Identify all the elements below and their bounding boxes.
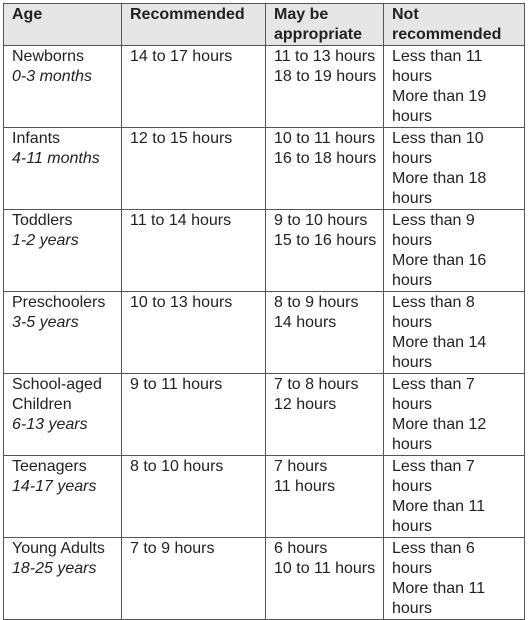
not-recommended-hours: hours bbox=[392, 396, 433, 413]
may-be-appropriate-hours: 14 hours bbox=[274, 314, 337, 331]
recommended-hours: 14 to 17 hours bbox=[130, 48, 233, 65]
not-recommended-hours: hours bbox=[392, 68, 433, 85]
not-recommended-hours: hours bbox=[392, 272, 433, 289]
not-recommended-hours: More than 16 bbox=[392, 252, 487, 269]
age-group-name: School-aged bbox=[12, 376, 102, 393]
table-row bbox=[4, 46, 525, 128]
not-recommended-cell bbox=[384, 456, 525, 538]
not-recommended-hours: More than 11 bbox=[392, 580, 486, 597]
not-recommended-hours: More than 18 bbox=[392, 170, 487, 187]
recommended-hours: 10 to 13 hours bbox=[130, 294, 233, 311]
may-be-appropriate-hours: 8 to 9 hours bbox=[274, 294, 359, 311]
not-recommended-hours: Less than 7 bbox=[392, 458, 475, 475]
age-range: 14-17 years bbox=[12, 478, 97, 495]
header-may-be-label-line: May be bbox=[274, 6, 329, 23]
age-cell bbox=[4, 374, 122, 456]
recommended-hours: 11 to 14 hours bbox=[130, 212, 232, 229]
header-age-label: Age bbox=[12, 6, 43, 23]
not-recommended-hours: Less than 6 bbox=[392, 540, 475, 557]
header-not-recommended bbox=[384, 4, 525, 46]
not-recommended-hours: hours bbox=[392, 354, 433, 371]
not-recommended-hours: More than 12 bbox=[392, 416, 487, 433]
age-range: 1-2 years bbox=[12, 232, 79, 249]
table-row bbox=[4, 456, 525, 538]
age-range: 0-3 months bbox=[12, 68, 93, 85]
table-body bbox=[4, 46, 525, 620]
may-be-appropriate-hours: 10 to 11 hours bbox=[274, 560, 376, 577]
age-range: 3-5 years bbox=[12, 314, 79, 331]
not-recommended-hours: hours bbox=[392, 190, 433, 207]
not-recommended-hours: More than 11 bbox=[392, 498, 486, 515]
recommended-cell bbox=[122, 292, 266, 374]
age-group-name: Children bbox=[12, 396, 72, 413]
not-recommended-hours: More than 14 bbox=[392, 334, 487, 351]
header-may-be-appropriate bbox=[266, 4, 384, 46]
table-row bbox=[4, 292, 525, 374]
recommended-cell bbox=[122, 210, 266, 292]
age-group-name: Teenagers bbox=[12, 458, 87, 475]
may-be-appropriate-cell bbox=[266, 46, 384, 128]
not-recommended-hours: hours bbox=[392, 314, 433, 331]
not-recommended-cell bbox=[384, 538, 525, 620]
not-recommended-hours: hours bbox=[392, 232, 433, 249]
not-recommended-hours: Less than 8 bbox=[392, 294, 475, 311]
recommended-hours: 7 to 9 hours bbox=[130, 540, 215, 557]
recommended-cell bbox=[122, 374, 266, 456]
age-range: 6-13 years bbox=[12, 416, 88, 433]
not-recommended-hours: Less than 7 bbox=[392, 376, 475, 393]
header-age bbox=[4, 4, 122, 46]
age-cell bbox=[4, 292, 122, 374]
recommended-hours: 12 to 15 hours bbox=[130, 130, 233, 147]
age-cell bbox=[4, 538, 122, 620]
not-recommended-hours: Less than 10 bbox=[392, 130, 484, 147]
age-cell bbox=[4, 128, 122, 210]
age-range: 18-25 years bbox=[12, 560, 97, 577]
header-may-be-label-line: appropriate bbox=[274, 26, 363, 43]
not-recommended-cell bbox=[384, 292, 525, 374]
may-be-appropriate-hours: 7 hours bbox=[274, 458, 328, 475]
table-row bbox=[4, 538, 525, 620]
not-recommended-cell bbox=[384, 210, 525, 292]
not-recommended-hours: More than 19 bbox=[392, 88, 487, 105]
may-be-appropriate-hours: 16 to 18 hours bbox=[274, 150, 377, 167]
age-group-name: Young Adults bbox=[12, 540, 105, 557]
may-be-appropriate-cell bbox=[266, 456, 384, 538]
not-recommended-hours: hours bbox=[392, 436, 433, 453]
table-row bbox=[4, 374, 525, 456]
not-recommended-hours: hours bbox=[392, 150, 433, 167]
header-not-recommended-label-line: recommended bbox=[392, 26, 502, 43]
recommended-hours: 8 to 10 hours bbox=[130, 458, 224, 475]
age-cell bbox=[4, 456, 122, 538]
not-recommended-hours: hours bbox=[392, 478, 433, 495]
not-recommended-hours: hours bbox=[392, 108, 433, 125]
recommended-cell bbox=[122, 538, 266, 620]
may-be-appropriate-hours: 11 to 13 hours bbox=[274, 48, 376, 65]
may-be-appropriate-hours: 9 to 10 hours bbox=[274, 212, 368, 229]
not-recommended-cell bbox=[384, 374, 525, 456]
may-be-appropriate-hours: 12 hours bbox=[274, 396, 337, 413]
age-group-name: Infants bbox=[12, 130, 61, 147]
age-group-name: Toddlers bbox=[12, 212, 73, 229]
not-recommended-hours: hours bbox=[392, 600, 433, 617]
header-row bbox=[4, 4, 525, 46]
age-group-name: Newborns bbox=[12, 48, 85, 65]
may-be-appropriate-hours: 6 hours bbox=[274, 540, 328, 557]
header-not-recommended-label-line: Not bbox=[392, 6, 419, 23]
not-recommended-hours: Less than 11 bbox=[392, 48, 483, 65]
recommended-cell bbox=[122, 456, 266, 538]
not-recommended-cell bbox=[384, 128, 525, 210]
may-be-appropriate-cell bbox=[266, 128, 384, 210]
may-be-appropriate-cell bbox=[266, 538, 384, 620]
age-cell bbox=[4, 46, 122, 128]
may-be-appropriate-hours: 7 to 8 hours bbox=[274, 376, 359, 393]
age-group-name: Preschoolers bbox=[12, 294, 106, 311]
header-recommended-label: Recommended bbox=[130, 6, 245, 23]
recommended-hours: 9 to 11 hours bbox=[130, 376, 223, 393]
table-row bbox=[4, 128, 525, 210]
sleep-recommendations-table bbox=[3, 3, 525, 620]
may-be-appropriate-hours: 18 to 19 hours bbox=[274, 68, 377, 85]
recommended-cell bbox=[122, 46, 266, 128]
not-recommended-hours: Less than 9 bbox=[392, 212, 475, 229]
header-recommended bbox=[122, 4, 266, 46]
table-row bbox=[4, 210, 525, 292]
age-range: 4-11 months bbox=[12, 150, 100, 167]
may-be-appropriate-cell bbox=[266, 210, 384, 292]
may-be-appropriate-hours: 15 to 16 hours bbox=[274, 232, 377, 249]
may-be-appropriate-hours: 11 hours bbox=[274, 478, 336, 495]
may-be-appropriate-cell bbox=[266, 374, 384, 456]
age-cell bbox=[4, 210, 122, 292]
not-recommended-hours: hours bbox=[392, 518, 433, 535]
recommended-cell bbox=[122, 128, 266, 210]
table-header bbox=[4, 4, 525, 46]
not-recommended-cell bbox=[384, 46, 525, 128]
may-be-appropriate-hours: 10 to 11 hours bbox=[274, 130, 376, 147]
may-be-appropriate-cell bbox=[266, 292, 384, 374]
not-recommended-hours: hours bbox=[392, 560, 433, 577]
